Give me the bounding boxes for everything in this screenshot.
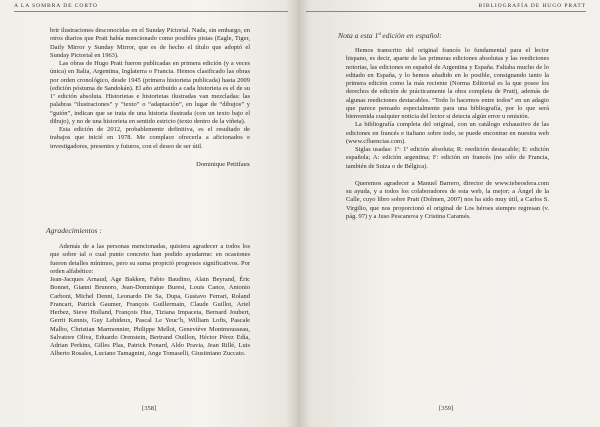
acknowledgements-names: Jean-Jacques Arnaud, Age Bakken, Fabio Baudino, Alain Beyrand, Éric Bonnet, Gianni Brunoro, Jean-Dominique Buresi, Louis Cance, Antonio Carboni, Michel Denni, Leonardo De Sa, Dupa, Gustavo Ferrari, Roland Francart, Patrick Gaumer, François Guillermain, Claude Guillot, Ariel Herbez, Steve Holland, François Hue, Tiziana Impaceta, Bernard Joubert, Gerrit Kennis, Guy Lehideux, Pascal Le Yeuc’h, William Lofts, Pascale Malbo, Christian Marmonnier, Philippe Mellot, Geneviève Montmousseau, Salvatore Oliva, Eduardo Orenstein, Bertrand Ouillon, Héctor Pérez Edía, Adrian Perkins, Gilles Plas, Patrick Ponard, Aldo Pravia, Jean Rillé, Luis Alberto Rosales, Luciano Tamagnini, Ange Tomaselli, Giustiniano Zuccato. [50,276,250,358]
page-number-left: [358] [142,405,157,412]
intro-text [50,27,250,169]
note-paragraph-2: La bibliografía completa del original, con un catálogo exhaustivo de las ediciones en francés e italiano sobre todo, se puede encontrar en nuestra web (www.cfluencias.com). [346,121,549,145]
left-page [0,0,298,427]
acknowledgements-heading: Agradecimientos : [46,226,102,235]
acknowledgements-text [50,243,250,359]
header-rule-right [306,11,586,12]
signature: Dominique Petitfaux [196,160,250,168]
intro-paragraph-1: brir ilustraciones desconocidas en el Sunday Pictorial. Nada, sin embargo, en otros diarios que Pratt había mencionado como posibles pistas (Eagle, Tiger, Daily Mirror y Sunday Mirror, que es de hecho el título que adoptó el Sunday Pictorial en 1963). [50,27,250,59]
note-heading: Nota a esta 1ª edición en español: [338,31,442,40]
right-page [298,0,600,427]
acknowledgements-paragraph-1: Además de a las personas mencionadas, quisiera agradecer a todos los que sobre tal o cual punto concreto han podido ayudarme: en ocasiones fueron detalles mínimos, pero su suma propició progresos significativos. Por orden alfabético: [50,243,250,275]
running-head-right: BIBLIOGRAFÍA DE HUGO PRATT [478,3,586,9]
intro-paragraph-3: Esta edición de 2012, probablemente definitiva, es el resultado de trabajos que inicié en 1978. Me complace ofrecerla a aficionados e investigadores, presentes y futuros, con el deseo de ser útil. [50,126,250,150]
note-text [346,47,549,221]
page-number-right: [359] [439,405,454,412]
thanks-paragraph: Queremos agradecer a Manuel Barrero, director de www.tebeosfera.com su ayuda, y a todos los colaboradores de esta web, la mejor; a Ángel de la Calle, cuyo libro sobre Pratt (Dolmen, 2007) nos ha sido muy útil, a Carlos S. Virgilio, que nos proporcionó el original de Los héroes siempre regresan (v. pág. 97) y a Juso Pescanova y Cristina Caramés. [346,179,549,220]
note-paragraph-1: Hemos transcrito del original francés lo fundamental para el lector hispano, es decir, aparte de las primeras ediciones absolutas y las reediciones notorias, las ediciones en español de Argentina y España. Faltaba mucho de lo editado en España, y lo hemos añadido en lo posible, consignando tanto la primera edición como la más reciente (Norma Editorial es la que posee los derechos de edición de prácticamente la obra completa de Pratt), además de algunas reediciones destacables. “Todo lo hacemos entre todos” en un adagio que parece pensado especialmente para una bibliografía, por lo que será bienvenida cualquier noticia del lector si detecta algún error u omisión. [346,47,549,120]
running-head-left: A LA SOMBRA DE CORTO [14,3,98,9]
header-rule-left [14,11,288,12]
note-paragraph-3: Siglas usadas: 1ª: 1ª edición absoluta; R: reedición destacable; E: edición española; A: edición argentina; F: edición en francés (no sólo de Francia, también de Suiza o de Bélgica). [346,146,549,170]
intro-paragraph-2: Las obras de Hugo Pratt fueron publicadas en primera edición (y a veces única) en Italia, Argentina, Inglaterra o Francia. Hemos clasificado las obras por orden cronológico, desde 1945 (primera historieta publicada) hasta 2009 (edición póstuma de Sandokán). El año atribuido a cada historieta es el de su 1ª edición absoluta. Historietas e historietas ilustradas van mezcladas: las palabras “ilustraciones” y “texto” o “adaptación”, en lugar de “dibujos” y “guión”, indican que se trata de una historia ilustrada (con un texto bajo el dibujo), y no de una historieta en sentido estricto (texto dentro de la viñeta). [50,60,250,125]
